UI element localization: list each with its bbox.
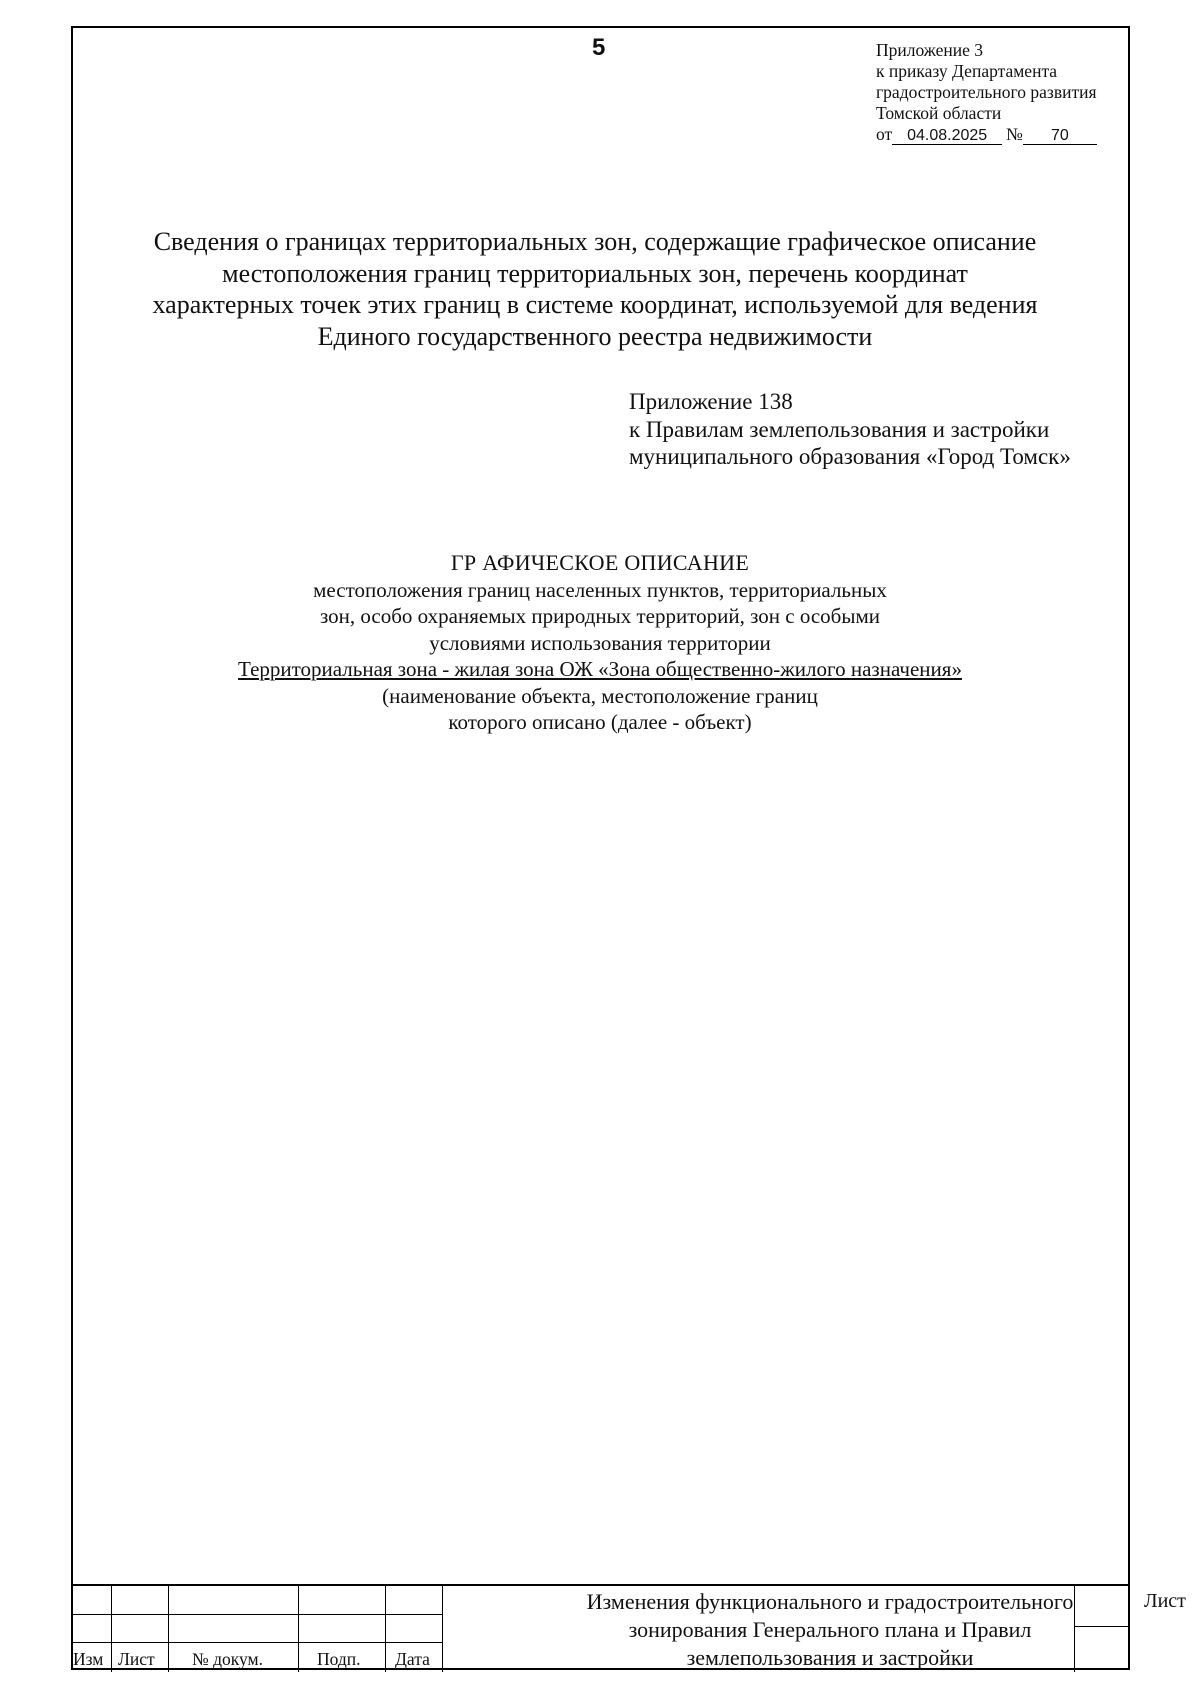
appendix-line-2: к приказу Департамента bbox=[876, 61, 1058, 81]
title-line-4: Единого государственного реестра недвижимости bbox=[317, 321, 873, 351]
appendix-line-4: Томской области bbox=[876, 103, 1002, 123]
annex-line-2: к Правилам землепользования и застройки bbox=[629, 416, 1050, 442]
order-number: 70 bbox=[1023, 127, 1097, 145]
stamp-row-line bbox=[71, 1642, 443, 1643]
stamp-divider bbox=[442, 1586, 443, 1672]
stamp-col-doc: № докум. bbox=[192, 1649, 263, 1669]
description-line-3: условиями использования территории bbox=[429, 630, 771, 655]
appendix-date-line bbox=[876, 124, 1097, 145]
stamp-title bbox=[515, 1588, 1145, 1672]
graphic-description-heading: ГР АФИЧЕСКОЕ ОПИСАНИЕ bbox=[450, 550, 750, 575]
caption-line-1: (наименование объекта, местоположение границ bbox=[382, 683, 818, 708]
annex-line-3: муниципального образования «Город Томск» bbox=[629, 444, 1071, 469]
stamp-col-date: Дата bbox=[395, 1649, 430, 1669]
stamp-title-line-1: Изменения функционального и градостроительного bbox=[586, 1589, 1074, 1614]
order-date: 04.08.2025 bbox=[892, 127, 1002, 145]
title-line-3: характерных точек этих границ в системе координат, используемой для ведения bbox=[152, 290, 1038, 319]
stamp-divider bbox=[298, 1586, 299, 1672]
title-block bbox=[71, 1584, 1186, 1672]
annex-reference bbox=[629, 388, 1071, 471]
title-line-2: местоположения границ территориальных зон, перечень координат bbox=[222, 258, 968, 288]
document-title bbox=[90, 226, 1100, 352]
stamp-divider bbox=[385, 1586, 386, 1672]
object-name: Территориальная зона - жилая зона ОЖ «Зона общественно-жилого назначения» bbox=[238, 657, 962, 681]
graphic-description bbox=[130, 550, 1070, 736]
number-prefix: № bbox=[1006, 124, 1023, 144]
description-line-1: местоположения границ населенных пунктов, территориальных bbox=[313, 577, 887, 602]
date-prefix: от bbox=[876, 124, 893, 144]
stamp-col-izm: Изм bbox=[73, 1649, 104, 1669]
stamp-col-list: Лист bbox=[118, 1649, 155, 1669]
description-line-2: зон, особо охраняемых природных территорий, зон с особыми bbox=[319, 604, 881, 628]
stamp-divider bbox=[111, 1586, 112, 1672]
stamp-col-sign: Подп. bbox=[317, 1649, 361, 1669]
page-number: 5 bbox=[592, 34, 606, 61]
stamp-title-line-2: зонирования Генерального плана и Правил bbox=[628, 1617, 1032, 1642]
caption-line-2: которого описано (далее - объект) bbox=[448, 710, 752, 734]
appendix-line-1: Приложение 3 bbox=[876, 40, 984, 60]
title-line-1: Сведения о границах территориальных зон, содержащие графическое описание bbox=[153, 227, 1037, 256]
appendix-header bbox=[876, 40, 1097, 145]
stamp-divider bbox=[168, 1586, 169, 1672]
sheet-label: Лист bbox=[1144, 1590, 1186, 1612]
stamp-title-line-3: землепользования и застройки bbox=[686, 1645, 974, 1670]
annex-line-1: Приложение 138 bbox=[629, 389, 793, 414]
stamp-row-line bbox=[71, 1614, 443, 1615]
appendix-line-3: градостроительного развития bbox=[876, 82, 1097, 102]
